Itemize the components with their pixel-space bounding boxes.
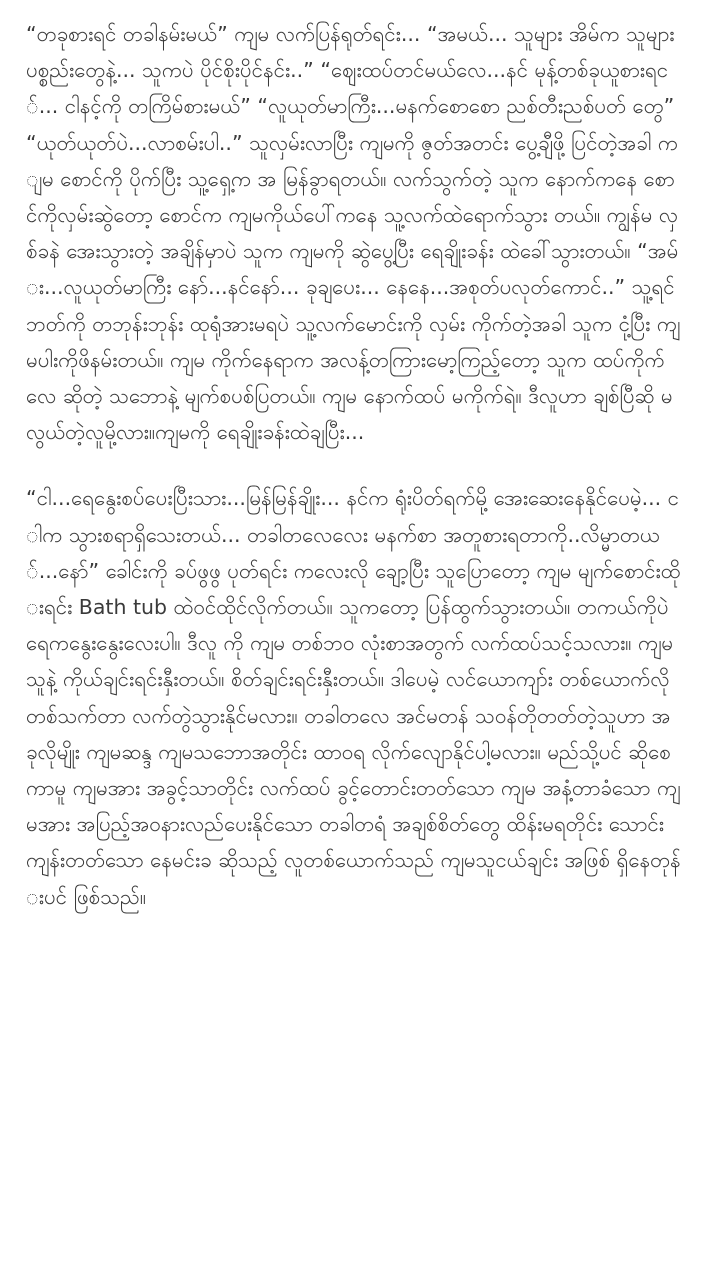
story-paragraph-2: “ငါ...ရေနွေးစပ်ပေးပြီးသား...မြန်မြန်ချိုး... နင်က ရုံးပိတ်ရက်မို့ အေးဆေးနေနိုင်ပေမဲ့... ငါက သွားစရာရှိသေးတယ်... တခါတလေလေး မနက်စာ အတူစားရတာကို..လိမ္မာတယ်...နော်” ခေါင်းကို ခပ်ဖွဖွ ပုတ်ရင်း ကလေးလို ချော့ပြီး သူပြောတော့ ကျမ မျက်စောင်းထိုးရင်း Bath tub ထဲဝင်ထိုင်လိုက်တယ်။ သူကတော့ ပြန်ထွက်သွားတယ်။ တကယ်ကိုပဲ ရေကနွေးနွေးလေးပါ။ ဒီလူ ကို ကျမ တစ်ဘဝ လုံးစာအတွက် လက်ထပ်သင့်သလား။ ကျမ သူနဲ့ ကိုယ်ချင်းရင်းနှီးတယ်။ စိတ်ချင်းရင်းနှီးတယ်။ ဒါပေမဲ့ လင်ယောကျာ်း တစ်ယောက်လို တစ်သက်တာ လက်တွဲသွားနိုင်မလား။ တခါတလေ အင်မတန် သဝန်တိုတတ်တဲ့သူဟာ အခုလိုမျိုး ကျမဆန္ဒ ကျမသဘောအတိုင်း ထာဝရ လိုက်လျောနိုင်ပါ့မလား။ မည်သို့ပင် ဆိုစေကာမူ ကျမအား အခွင့်သာတိုင်း လက်ထပ် ခွင့်တောင်းတတ်သော ကျမ အနံ့တာခံသော ကျမအား အပြည့်အဝနားလည်ပေးနိုင်သော တခါတရံ အချစ်စိတ်တွေ ထိန်းမရတိုင်း သောင်းကျန်းတတ်သော နေမင်းခ ဆိုသည့် လူတစ်ယောက်သည် ကျမသူငယ်ချင်း အဖြစ် ရှိနေတုန်းပင် ဖြစ်သည်။ (26, 486, 681, 909)
story-paragraph-1: “တခုစားရင် တခါနမ်းမယ်” ကျမ လက်ပြန်ရုတ်ရင်း... “အမယ်... သူများ အိမ်က သူများပစ္စည်းတွေနဲ့... သူကပဲ ပိုင်စိုးပိုင်နင်း..” “ဈေးထပ်တင်မယ်လေ...နင် မုန့်တစ်ခုယူစားရင်... ငါနင့်ကို တကြိမ်စားမယ်” “လူယုတ်မာကြီး...မနက်စောစော ညစ်တီးညစ်ပတ် တွေ” “ယုတ်ယုတ်ပဲ...လာစမ်းပါ..” သူလှမ်းလာပြီး ကျမကို ဇွတ်အတင်း ပွေ့ချီဖို့ ပြင်တဲ့အခါ ကျမ စောင်ကို ပိုက်ပြီး သူ့ရှေ့က အ မြန်ခွာရတယ်။ လက်သွက်တဲ့ သူက နောက်ကနေ စောင်ကိုလှမ်းဆွဲတော့ စောင်က ကျမကိုယ်ပေါ်ကနေ သူ့လက်ထဲရောက်သွား တယ်။ ကျွန်မ လှစ်ခနဲ အေးသွားတဲ့ အချိန်မှာပဲ သူက ကျမကို ဆွဲပွေ့ပြီး ရေချိုးခန်း ထဲခေါ်သွားတယ်။ “အမ်း...လူယုတ်မာကြီး နော်...နင်နော်... ခုချပေး... နေနေ...အစုတ်ပလုတ်ကောင်..” သူ့ရင်ဘတ်ကို တဘုန်းဘုန်း ထုရုံအားမရပဲ သူ့လက်မောင်းကို လှမ်း ကိုက်တဲ့အခါ သူက ငုံ့ပြီး ကျမပါးကိုဖိနမ်းတယ်။ ကျမ ကိုက်နေရာက အလန့်တကြားမော့ကြည့်တော့ သူက ထပ်ကိုက်လေ ဆိုတဲ့ သဘောနဲ့ မျက်စပစ်ပြတယ်။ ကျမ နောက်ထပ် မကိုက်ရဲ။ ဒီလူဟာ ချစ်ပြီဆို မလွယ်တဲ့လူမို့လား။ကျမကို ရေချိုးခန်းထဲချပြီး... (26, 22, 681, 445)
